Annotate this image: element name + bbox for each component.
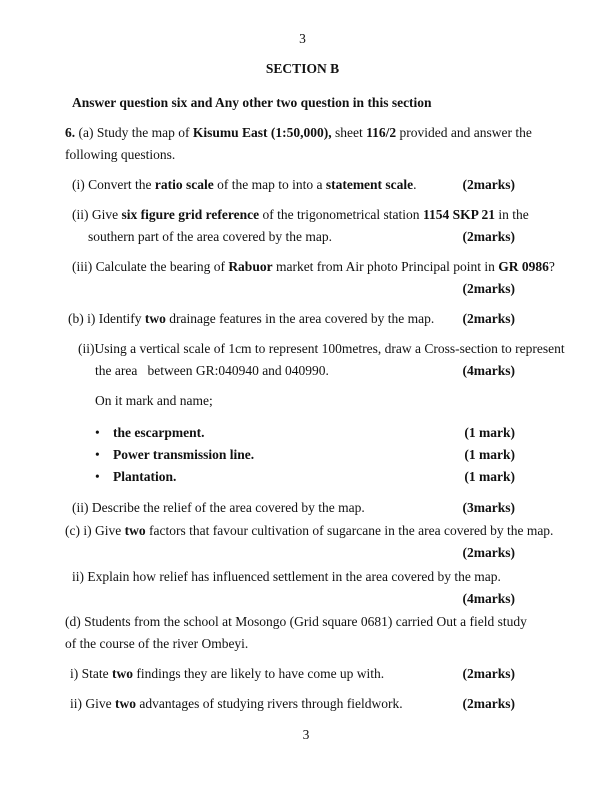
marks-label: (2marks) [462, 666, 515, 681]
q6a-intro-line1 [65, 122, 540, 144]
text-segment: (ii)Using a vertical scale of 1cm to represent 100metres, draw a Cross-section to represent [78, 341, 565, 356]
text-segment: Kisumu East (1:50,000), [192, 125, 332, 140]
text-segment: 1154 SKP 21 [422, 207, 495, 222]
text-segment: (iii) Calculate the bearing of [72, 259, 229, 274]
q6d-intro-line1 [65, 611, 540, 633]
bullet-icon: • [95, 425, 100, 440]
marks-label: (2marks) [462, 177, 515, 192]
marks-label: (4marks) [462, 363, 515, 378]
text-segment: (ii) Describe the relief of the area covered by the map. [72, 500, 365, 515]
marks-label: (2marks) [462, 311, 515, 326]
marks-label: (2marks) [462, 545, 515, 560]
line-text [95, 466, 464, 488]
q6c-i-marks [65, 542, 540, 564]
q6b-i [65, 308, 540, 330]
bullet-icon: • [95, 447, 100, 462]
q6a-iii-marks [65, 278, 540, 300]
q6a-intro-line2 [65, 144, 540, 166]
line-text [72, 204, 540, 226]
marks-label: (2marks) [462, 281, 515, 296]
line-text [95, 390, 540, 412]
text-segment: i) State [70, 666, 112, 681]
q6a-ii-line2 [65, 226, 540, 248]
text-segment: ii) Give [70, 696, 115, 711]
text-segment: of the map to into a [213, 177, 326, 192]
line-text [70, 693, 463, 715]
text-segment: ii) Explain how relief has influenced settlement in the area covered by the map. [72, 569, 501, 584]
text-segment: ? [548, 259, 555, 274]
q6d-i [65, 663, 540, 685]
text-segment: Plantation. [113, 469, 177, 484]
q6a-iii [65, 256, 555, 278]
line-text [72, 566, 540, 588]
text-segment: the escarpment. [113, 425, 205, 440]
text-segment: two [115, 696, 136, 711]
text-segment: of the trigonometrical station [259, 207, 423, 222]
q6a-ii-line1 [65, 204, 540, 226]
text-segment: southern part of the area covered by the map. [88, 229, 333, 244]
bullet-power-line [65, 444, 540, 466]
line-text [95, 422, 464, 444]
line-text [78, 338, 565, 360]
marks-label: (4marks) [462, 591, 515, 606]
text-segment: (b) i) Identify [68, 311, 145, 326]
marks-label: (2marks) [462, 696, 515, 711]
marks-label: (1 mark) [464, 425, 515, 440]
text-segment: in the [494, 207, 529, 222]
line-text [65, 122, 540, 144]
line-text [95, 444, 464, 466]
text-segment: (i) Convert the [72, 177, 155, 192]
line-text [72, 256, 555, 278]
page-number-bottom: 3 [302, 727, 310, 742]
document-body [65, 122, 565, 715]
text-segment: following questions. [65, 147, 176, 162]
text-segment: GR 0986 [498, 259, 549, 274]
q6c-ii-marks [65, 588, 540, 610]
line-text [65, 633, 540, 655]
text-segment: 6. [65, 125, 79, 140]
text-segment: six figure grid reference [121, 207, 260, 222]
text-segment: two [144, 311, 166, 326]
marks-label: (1 mark) [464, 447, 515, 462]
text-segment: the area between GR:040940 and 040990. [95, 363, 329, 378]
line-text [65, 611, 540, 633]
text-segment: . [413, 177, 417, 192]
line-text [65, 520, 554, 542]
text-segment: factors that favour cultivation of sugarcane in the area covered by the map. [145, 523, 554, 538]
line-text [68, 308, 463, 330]
section-instruction: Answer question six and Any other two question in this section [72, 95, 432, 110]
q6c-ii [65, 566, 540, 588]
q6b-ii-note [65, 390, 540, 412]
text-segment: provided and answer the [396, 125, 532, 140]
text-segment: ratio scale [154, 177, 214, 192]
q6c-i [65, 520, 554, 542]
text-segment: 116/2 [366, 125, 397, 140]
q6d-ii [65, 693, 540, 715]
text-segment: statement scale [325, 177, 414, 192]
marks-label: (2marks) [462, 229, 515, 244]
q6b-ii-line2 [65, 360, 540, 382]
bullet-icon: • [95, 469, 100, 484]
text-segment: findings they are likely to have come up with. [133, 666, 385, 681]
q6b-ii-line1 [65, 338, 565, 360]
q6b-relief [65, 497, 540, 519]
text-segment: of the course of the river Ombeyi. [65, 636, 249, 651]
line-text [95, 360, 463, 382]
text-segment: (c) i) Give [65, 523, 125, 538]
text-segment: On it mark and name; [95, 393, 213, 408]
line-text [65, 144, 540, 166]
text-segment: (ii) Give [72, 207, 122, 222]
text-segment: (d) Students from the school at Mosongo (Grid square 0681) carried Out a field study [65, 614, 527, 629]
text-segment: two [112, 666, 133, 681]
q6d-intro-line2 [65, 633, 540, 655]
text-segment: two [124, 523, 146, 538]
page-number-top: 3 [299, 31, 306, 46]
marks-label: (3marks) [462, 500, 515, 515]
q6a-i [65, 174, 540, 196]
marks-label: (1 mark) [464, 469, 515, 484]
line-text [72, 174, 463, 196]
text-segment: market from Air photo Principal point in [272, 259, 499, 274]
text-segment: advantages of studying rivers through fieldwork. [136, 696, 403, 711]
text-segment: Rabuor [228, 259, 273, 274]
line-text [72, 497, 463, 519]
bullet-plantation [65, 466, 540, 488]
text-segment: (a) Study the map of [78, 125, 193, 140]
text-segment: sheet [331, 125, 367, 140]
line-text [70, 663, 463, 685]
bullet-escarpment [65, 422, 540, 444]
text-segment: drainage features in the area covered by the map. [165, 311, 435, 326]
line-text [88, 226, 463, 248]
text-segment: Power transmission line. [113, 447, 255, 462]
section-title: SECTION B [265, 61, 340, 76]
